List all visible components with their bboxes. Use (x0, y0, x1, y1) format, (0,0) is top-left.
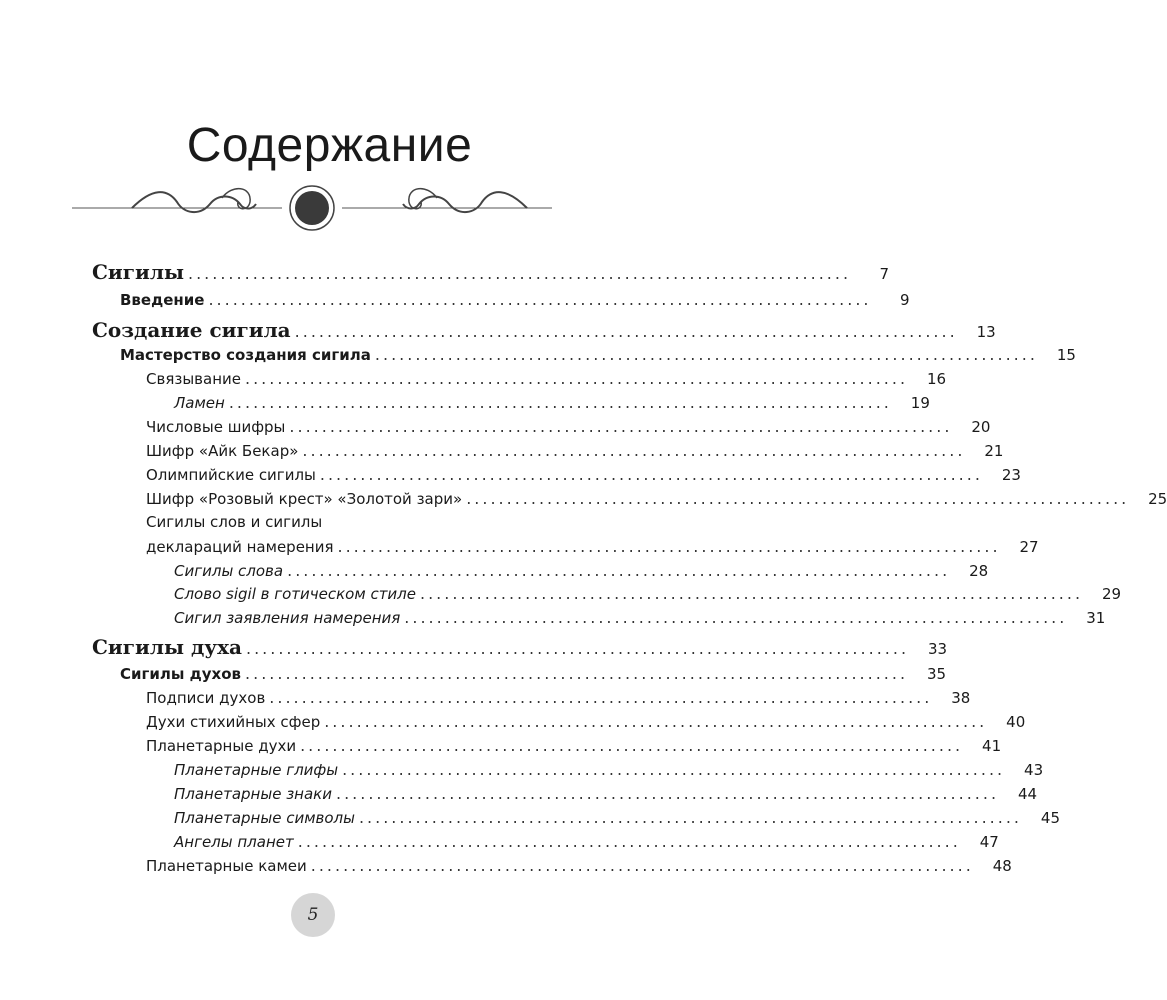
dot-leader: .................................................................................. (269, 688, 933, 707)
dot-leader: .................................................................................. (244, 369, 909, 388)
dot-leader: .................................................................................. (310, 856, 974, 875)
dot-leader: .................................................................................. (324, 712, 988, 731)
dot-leader: .................................................................................. (289, 417, 953, 436)
toc-entry-label: Мастерство создания сигила (120, 346, 371, 364)
toc-entry-page: 13 (976, 323, 996, 341)
toc-entry-page: 35 (926, 665, 947, 683)
toc-entry-label: Числовые шифры (146, 418, 286, 436)
toc-entry-page: 45 (1040, 809, 1060, 827)
toc-entry-label: Ламен (174, 394, 225, 412)
toc-entry-label: Сигилы слов и сигилы (146, 513, 323, 531)
page-title: Содержание (186, 119, 473, 172)
dot-leader: .................................................................................. (374, 345, 1038, 364)
dot-leader: .................................................................................. (335, 784, 1000, 803)
toc-entry-page: 31 (1086, 609, 1106, 627)
toc-entry-page: 28 (969, 562, 989, 580)
toc-entry-page: 38 (951, 689, 971, 707)
toc-entry-page: 23 (1001, 466, 1021, 484)
toc-entry-page: 44 (1017, 785, 1038, 803)
toc-entry[interactable] (92, 688, 971, 707)
toc-entry[interactable] (92, 465, 1021, 484)
dot-leader: .................................................................................. (287, 561, 951, 580)
toc-entry-page: 41 (982, 737, 1002, 755)
toc-entry[interactable] (92, 260, 890, 284)
dot-leader: .................................................................................. (245, 664, 909, 683)
toc-entry-label: Сигилы (92, 260, 184, 284)
dot-leader: .................................................................................. (319, 465, 983, 484)
toc-entry-page: 43 (1024, 761, 1044, 779)
dot-leader: .................................................................................. (245, 639, 910, 658)
toc-entry[interactable] (92, 635, 948, 659)
dot-leader: .................................................................................. (404, 608, 1068, 627)
toc-entry[interactable] (92, 856, 1012, 875)
toc-entry-page: 29 (1101, 585, 1122, 603)
toc-entry[interactable] (92, 489, 1167, 508)
toc-entry[interactable] (92, 664, 947, 683)
toc-entry[interactable] (92, 537, 1039, 556)
dot-leader: .................................................................................. (466, 489, 1130, 508)
dot-leader: .................................................................................. (297, 832, 961, 851)
toc-entry[interactable] (92, 369, 947, 388)
toc-entry-label: Сигилы духов (120, 665, 242, 683)
toc-entry[interactable] (92, 736, 1002, 755)
toc-entry-label: Планетарные камеи (146, 857, 307, 875)
dot-leader: .................................................................................. (228, 393, 892, 412)
toc-entry-label: Планетарные духи (146, 737, 297, 755)
dot-leader: .................................................................................. (300, 736, 964, 755)
toc-entry[interactable] (92, 318, 996, 342)
toc-entry-label: Слово sigil в готическом стиле (174, 585, 416, 603)
toc-entry[interactable] (92, 584, 1122, 603)
toc-entry-label: Введение (120, 291, 205, 309)
dot-leader: .................................................................................. (302, 441, 966, 460)
toc-entry-page: 25 (1148, 490, 1167, 508)
toc-entry[interactable] (92, 784, 1038, 803)
toc-entry[interactable] (92, 290, 910, 309)
toc-entry[interactable] (92, 441, 1004, 460)
toc-entry-label: Планетарные глифы (174, 761, 339, 779)
toc-entry[interactable] (92, 832, 999, 851)
toc-entry-page: 19 (910, 394, 930, 412)
toc-entry-label: Шифр «Розовый крест» «Золотой зари» (146, 490, 463, 508)
toc-entry[interactable] (92, 561, 989, 580)
toc-entry-label: Планетарные символы (174, 809, 355, 827)
toc-entry-page: 7 (879, 265, 890, 283)
dot-leader: .................................................................................. (208, 290, 872, 309)
dot-leader: .................................................................................. (420, 584, 1084, 603)
dot-leader: .................................................................................. (294, 322, 958, 341)
dot-leader: .................................................................................. (358, 808, 1022, 827)
toc-entry-page: 9 (899, 291, 910, 309)
toc-entry[interactable] (92, 513, 542, 531)
toc-entry-label: Сигил заявления намерения (174, 609, 401, 627)
toc-entry[interactable] (92, 760, 1044, 779)
toc-entry-page: 48 (992, 857, 1012, 875)
toc-entry-label: Шифр «Айк Бекар» (146, 442, 299, 460)
toc-entry-label: Ангелы планет (174, 833, 294, 851)
toc-entry[interactable] (92, 608, 1106, 627)
toc-entry-label: Планетарные знаки (174, 785, 332, 803)
toc-entry-label: Олимпийские сигилы (146, 466, 316, 484)
toc-entry-page: 20 (971, 418, 991, 436)
dot-leader: .................................................................................. (342, 760, 1006, 779)
toc-entry-label: Сигилы духа (92, 635, 242, 659)
toc-entry-page: 21 (984, 442, 1004, 460)
toc-entry[interactable] (92, 393, 930, 412)
toc-entry[interactable] (92, 712, 1026, 731)
toc-entry-page: 47 (979, 833, 999, 851)
ornament-divider-icon (72, 176, 587, 240)
toc-entry-label: Сигилы слова (174, 562, 284, 580)
toc-entry[interactable] (92, 417, 991, 436)
toc-entry-label: деклараций намерения (146, 538, 334, 556)
toc-entry-label: Подписи духов (146, 689, 266, 707)
dot-leader: .................................................................................. (188, 264, 852, 283)
toc-entry-page: 15 (1056, 346, 1076, 364)
dot-leader: .................................................................................. (337, 537, 1001, 556)
page-number-badge: 5 (291, 893, 335, 937)
toc-entry-label: Создание сигила (92, 318, 291, 342)
toc-entry[interactable] (92, 808, 1060, 827)
toc-entry-page: 16 (926, 370, 947, 388)
toc-entry-label: Связывание (146, 370, 241, 388)
toc-entry-page: 27 (1019, 538, 1039, 556)
toc-entry-page: 40 (1006, 713, 1026, 731)
toc-entry-page: 33 (927, 640, 948, 658)
toc-entry[interactable] (92, 345, 1076, 364)
toc-entry-label: Духи стихийных сфер (146, 713, 321, 731)
